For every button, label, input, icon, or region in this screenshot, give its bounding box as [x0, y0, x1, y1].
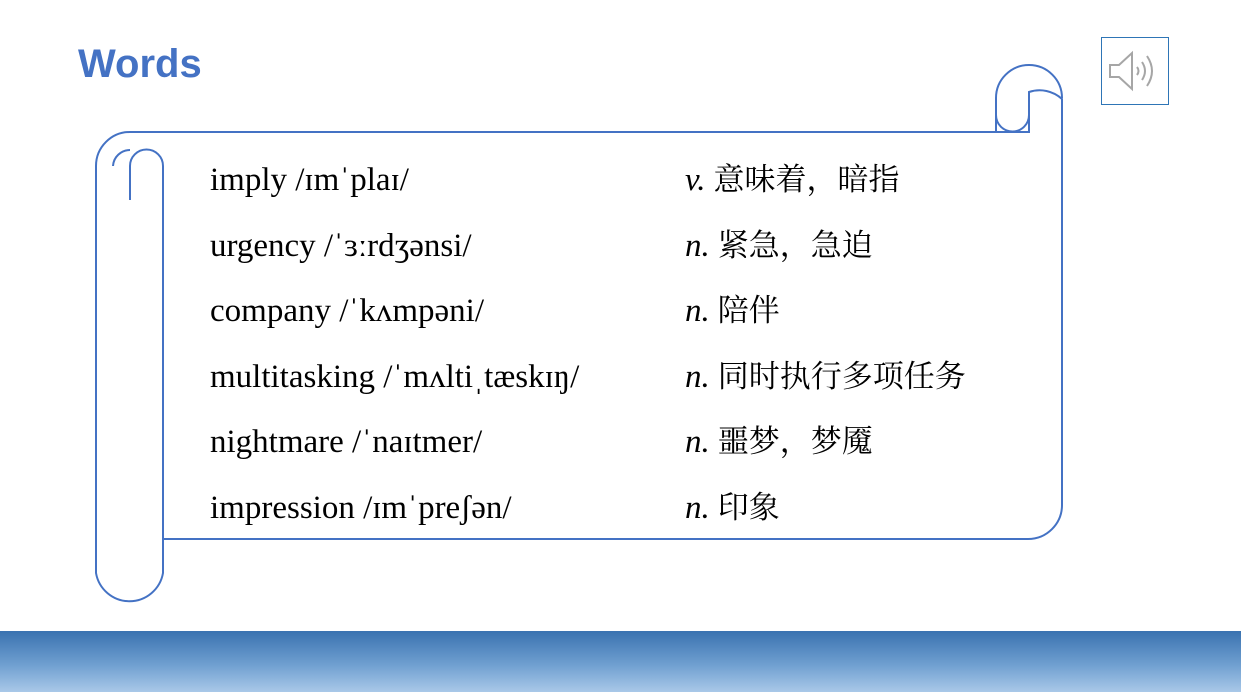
part-of-speech: v.	[685, 162, 706, 198]
word-definition	[685, 480, 780, 536]
part-of-speech: n.	[685, 424, 710, 460]
word-definition	[685, 152, 899, 208]
part-of-speech: n.	[685, 358, 710, 395]
word-row	[210, 218, 1040, 284]
word-list	[210, 152, 1040, 545]
word-row	[210, 414, 1040, 480]
word-definition	[685, 218, 873, 274]
word-term: nightmare /ˈnaɪtmer/	[210, 424, 483, 460]
word-meaning: 陪伴	[717, 293, 780, 329]
word-row	[210, 480, 1040, 546]
word-row	[210, 283, 1040, 349]
word-definition	[685, 349, 966, 405]
word-term: imply /ɪmˈplaɪ/	[210, 162, 409, 198]
word-definition	[685, 283, 780, 339]
footer-bar	[0, 631, 1241, 692]
word-term: impression /ɪmˈpreʃən/	[210, 489, 512, 526]
word-meaning: 同时执行多项任务	[717, 358, 966, 395]
word-term: multitasking /ˈmʌltiˌtæskɪŋ/	[210, 358, 580, 395]
word-meaning: 印象	[717, 489, 780, 526]
word-meaning: 噩梦，梦魇	[717, 424, 873, 460]
audio-button[interactable]	[1101, 37, 1169, 105]
part-of-speech: n.	[685, 489, 710, 526]
word-definition	[685, 414, 873, 470]
word-row	[210, 152, 1040, 218]
part-of-speech: n.	[685, 293, 710, 329]
word-meaning: 意味着，暗指	[713, 162, 900, 198]
word-row	[210, 349, 1040, 415]
speaker-icon	[1106, 48, 1164, 94]
page-title: Words	[78, 42, 202, 86]
word-meaning: 紧急，急迫	[717, 227, 873, 264]
word-term: urgency /ˈɜːrdʒənsi/	[210, 227, 472, 264]
part-of-speech: n.	[685, 227, 710, 264]
word-term: company /ˈkʌmpəni/	[210, 293, 485, 329]
